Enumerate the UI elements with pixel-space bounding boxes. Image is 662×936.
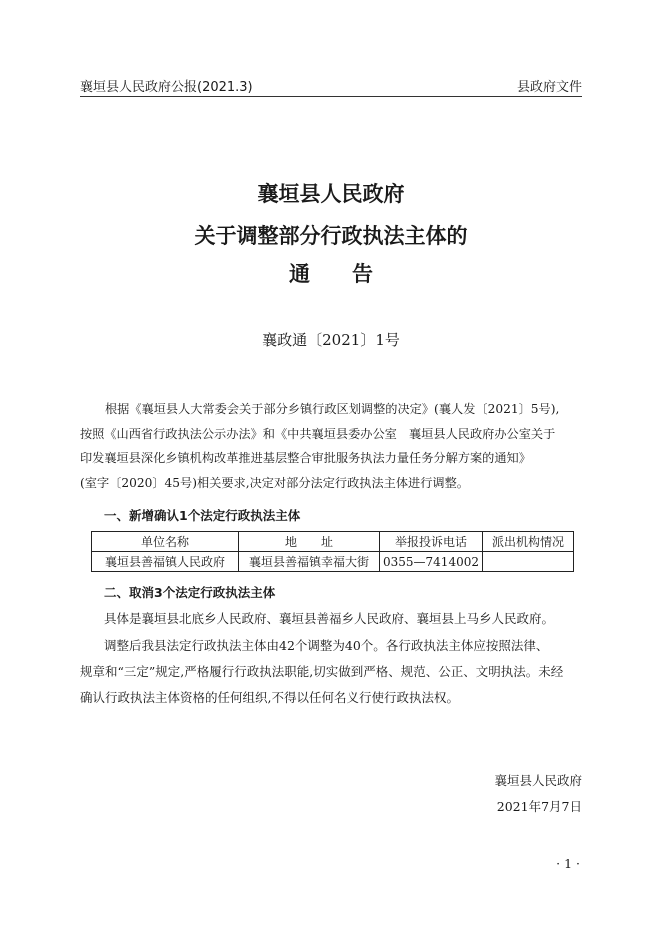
entity-table — [91, 531, 574, 572]
section-2-heading: 二、取消3个法定行政执法主体 — [104, 585, 276, 600]
cell-phone: 0355—7414002 — [380, 552, 483, 572]
body-line-3: 规章和“三定”规定,严格履行行政执法职能,切实做到严格、规范、公正、文明执法。未经 — [80, 664, 564, 679]
section-1-heading: 一、新增确认1个法定行政执法主体 — [104, 508, 301, 523]
header-cell-phone: 举报投诉电话 — [380, 532, 483, 552]
title-char-2: 告 — [352, 261, 373, 286]
title-char-1: 通 — [289, 261, 310, 286]
cell-branch — [482, 552, 573, 572]
header-cell-address: 地 址 — [239, 532, 380, 552]
intro-paragraph — [80, 397, 582, 495]
document-number: 襄政通〔2021〕1号 — [262, 331, 400, 349]
title-line-1: 襄垣县人民政府 — [257, 181, 405, 206]
table-row — [92, 552, 574, 572]
header-category: 县政府文件 — [516, 80, 582, 95]
title-line-3 — [0, 258, 662, 288]
body-line-2: 调整后我县法定行政执法主体由42个调整为40个。各行政执法主体应按照法律、 — [104, 638, 549, 653]
body-line-1: 具体是襄垣县北底乡人民政府、襄垣县善福乡人民政府、襄垣县上马乡人民政府。 — [104, 611, 555, 626]
table-header-row — [92, 532, 574, 552]
intro-line-4: (室字〔2020〕45号)相关要求,决定对部分法定行政执法主体进行调整。 — [80, 475, 469, 490]
intro-line-2: 按照《山西省行政执法公示办法》和《中共襄垣县委办公室 襄垣县人民政府办公室关于 — [80, 426, 556, 441]
header-divider — [80, 96, 582, 97]
page-number: · 1 · — [556, 856, 580, 871]
title-line-2: 关于调整部分行政执法主体的 — [194, 223, 468, 248]
signature-date: 2021年7月7日 — [496, 799, 582, 814]
intro-line-1: 根据《襄垣县人大常委会关于部分乡镇行政区划调整的决定》(襄人发〔2021〕5号), — [105, 402, 560, 416]
cell-name: 襄垣县善福镇人民政府 — [92, 552, 239, 572]
header-publication: 襄垣县人民政府公报(2021.3) — [80, 80, 253, 95]
header-cell-name: 单位名称 — [92, 532, 239, 552]
cell-address: 襄垣县善福镇幸福大街 — [239, 552, 380, 572]
body-line-4: 确认行政执法主体资格的任何组织,不得以任何名义行使行政执法权。 — [80, 690, 459, 705]
header-cell-branch: 派出机构情况 — [482, 532, 573, 552]
intro-line-3: 印发襄垣县深化乡镇机构改革推进基层整合审批服务执法力量任务分解方案的通知》 — [80, 451, 531, 465]
signature-org: 襄垣县人民政府 — [494, 773, 582, 788]
